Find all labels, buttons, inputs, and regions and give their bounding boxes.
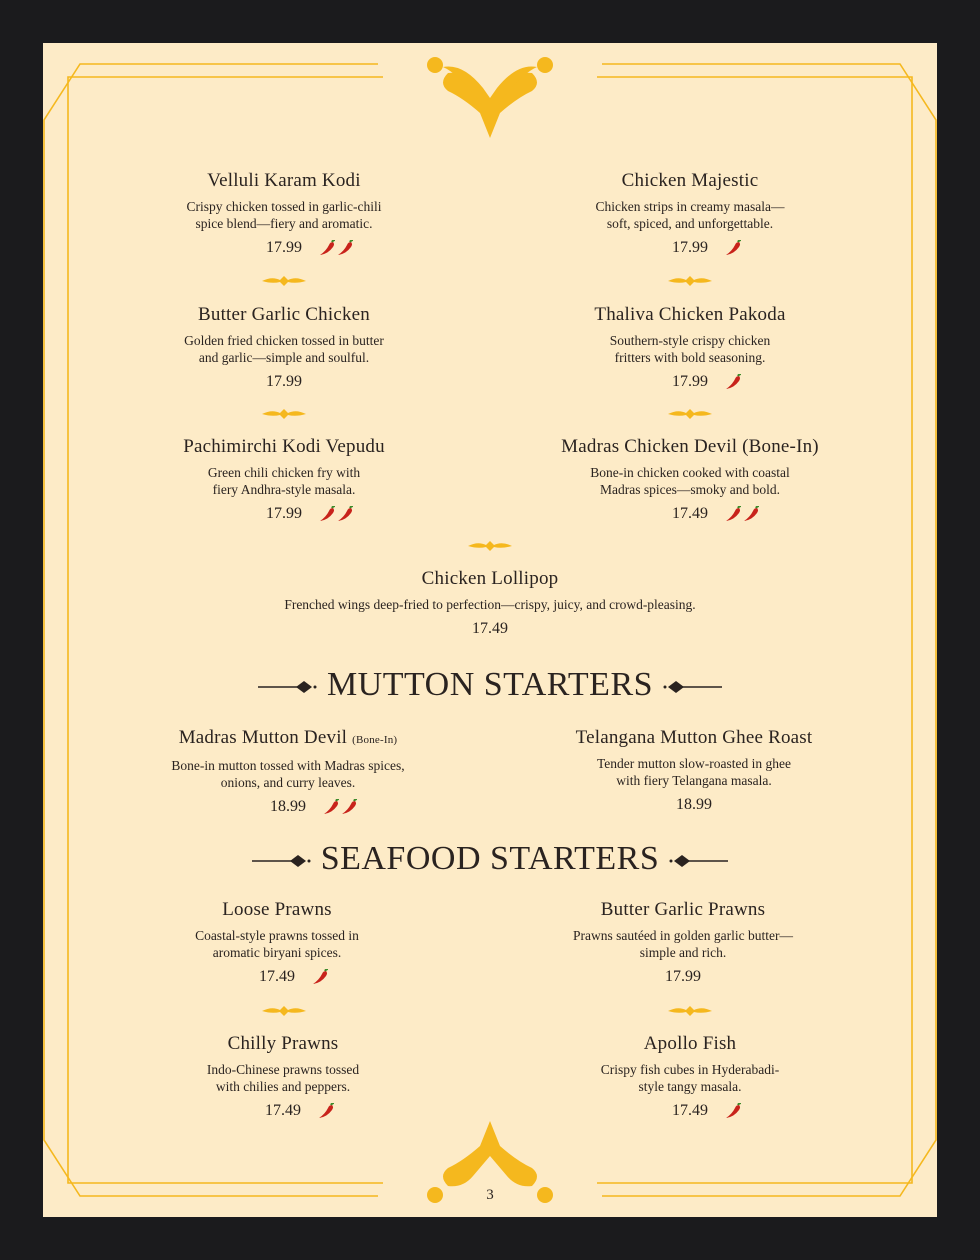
- description-line: style tangy masala.: [638, 1079, 742, 1094]
- item-price: 17.49: [472, 620, 508, 637]
- description-line: Bone-in mutton tossed with Madras spices,: [171, 758, 405, 773]
- item-description: [500, 198, 880, 232]
- description-line: Prawns sautéed in golden garlic butter—: [572, 928, 794, 943]
- item-price: 17.49: [259, 968, 295, 986]
- chili-icon: [336, 506, 354, 527]
- item-price: 17.99: [672, 373, 708, 391]
- seafood-starters-heading: [43, 838, 937, 878]
- item-description: [493, 927, 873, 961]
- item-name: Telangana Mutton Ghee Roast: [575, 727, 813, 748]
- chili-icon: [724, 374, 742, 395]
- item-name: Madras Chicken Devil (Bone-In): [561, 436, 819, 457]
- spice-level: [317, 1103, 335, 1124]
- chili-icon: [724, 240, 742, 261]
- item-name: Madras Mutton Devil (Bone-In): [178, 727, 398, 748]
- menu-item: [190, 568, 790, 638]
- item-price: 17.99: [672, 239, 708, 257]
- item-description: [500, 464, 880, 498]
- item-description: [94, 464, 474, 498]
- description-line: Crispy fish cubes in Hyderabadi-: [600, 1062, 780, 1077]
- divider-flourish-icon: [668, 408, 712, 420]
- chili-icon: [317, 1103, 335, 1124]
- item-name: Butter Garlic Chicken: [198, 304, 370, 325]
- menu-item: [93, 1033, 473, 1120]
- description-line: with chilies and peppers.: [215, 1079, 351, 1094]
- item-description: [93, 1061, 473, 1095]
- spice-level: [322, 799, 358, 820]
- item-description: [94, 198, 474, 232]
- description-line: Crispy chicken tossed in garlic-chili: [186, 199, 382, 214]
- description-line: Chicken strips in creamy masala—: [595, 199, 785, 214]
- divider-flourish-icon: [668, 1005, 712, 1017]
- item-price: 17.99: [665, 968, 701, 985]
- spice-level: [318, 506, 354, 527]
- divider-flourish-icon: [262, 408, 306, 420]
- chili-icon: [340, 799, 358, 820]
- description-line: fritters with bold seasoning.: [614, 350, 766, 365]
- description-line: Madras spices—smoky and bold.: [600, 482, 780, 497]
- item-name: Loose Prawns: [222, 899, 332, 920]
- chili-icon: [336, 240, 354, 261]
- ornament-left-icon: [252, 840, 312, 878]
- ornament-left-icon: [258, 666, 318, 704]
- chili-icon: [318, 240, 336, 261]
- section-title: SEAFOOD STARTERS: [320, 840, 660, 878]
- item-name: Chicken Majestic: [621, 170, 759, 191]
- description-line: Frenched wings deep-fried to perfection—crispy, juicy, and crowd-pleasing.: [284, 597, 696, 612]
- menu-item: [500, 1033, 880, 1120]
- item-name: Thaliva Chicken Pakoda: [594, 304, 786, 325]
- item-description: [190, 596, 790, 613]
- item-name: Chilly Prawns: [227, 1033, 339, 1054]
- divider-flourish-icon: [262, 1005, 306, 1017]
- menu-item: [500, 304, 880, 391]
- spice-level: [318, 240, 354, 261]
- item-name: Pachimirchi Kodi Vepudu: [183, 436, 385, 457]
- item-price: 17.49: [672, 505, 708, 523]
- chili-icon: [724, 1103, 742, 1124]
- section-title: MUTTON STARTERS: [326, 666, 654, 704]
- description-line: soft, spiced, and unforgettable.: [606, 216, 774, 231]
- chili-icon: [311, 969, 329, 990]
- item-price: 18.99: [270, 798, 306, 816]
- item-name: Velluli Karam Kodi: [207, 170, 361, 191]
- chili-icon: [322, 799, 340, 820]
- divider-flourish-icon: [468, 540, 512, 552]
- description-line: aromatic biryani spices.: [212, 945, 342, 960]
- page-number: 3: [486, 1187, 494, 1203]
- divider-flourish-icon: [262, 275, 306, 287]
- chili-icon: [742, 506, 760, 527]
- item-description: [504, 755, 884, 789]
- menu-item: [500, 170, 880, 257]
- item-name: Butter Garlic Prawns: [600, 899, 766, 920]
- top-flourish-icon: [427, 57, 553, 138]
- description-line: spice blend—fiery and aromatic.: [195, 216, 373, 231]
- description-line: Golden fried chicken tossed in butter: [184, 333, 384, 348]
- item-price: 17.49: [265, 1102, 301, 1120]
- spice-level: [311, 969, 329, 990]
- ornament-right-icon: [662, 666, 722, 704]
- description-line: with fiery Telangana masala.: [616, 773, 772, 788]
- spice-level: [724, 240, 742, 261]
- item-note: (Bone-In): [352, 734, 398, 746]
- item-description: [94, 332, 474, 366]
- description-line: Green chili chicken fry with: [207, 465, 361, 480]
- mutton-starters-heading: [43, 664, 937, 704]
- menu-item: [98, 727, 478, 816]
- item-price: 17.49: [672, 1102, 708, 1120]
- menu-item: [500, 436, 880, 523]
- spice-level: [724, 1103, 742, 1124]
- menu-item: [94, 170, 474, 257]
- item-price: 17.99: [266, 505, 302, 523]
- description-line: Coastal-style prawns tossed in: [195, 928, 359, 943]
- item-description: [500, 332, 880, 366]
- item-price: 17.99: [266, 373, 302, 390]
- menu-item: [94, 436, 474, 523]
- menu-item: [94, 304, 474, 391]
- description-line: simple and rich.: [639, 945, 727, 960]
- description-line: onions, and curry leaves.: [220, 775, 356, 790]
- description-line: Tender mutton slow-roasted in ghee: [596, 756, 791, 771]
- description-line: and garlic—simple and soulful.: [198, 350, 370, 365]
- item-name: Chicken Lollipop: [421, 568, 559, 589]
- item-description: [98, 757, 478, 791]
- item-description: [500, 1061, 880, 1095]
- description-line: Indo-Chinese prawns tossed: [206, 1062, 360, 1077]
- chili-icon: [724, 506, 742, 527]
- menu-item: [493, 899, 873, 986]
- chili-icon: [318, 506, 336, 527]
- item-price: 17.99: [266, 239, 302, 257]
- divider-flourish-icon: [668, 275, 712, 287]
- item-price: 18.99: [676, 796, 712, 813]
- menu-item: [504, 727, 884, 814]
- item-name: Apollo Fish: [643, 1033, 737, 1054]
- item-description: [87, 927, 467, 961]
- spice-level: [724, 374, 742, 395]
- spice-level: [724, 506, 760, 527]
- description-line: fiery Andhra-style masala.: [212, 482, 356, 497]
- description-line: Bone-in chicken cooked with coastal: [590, 465, 790, 480]
- description-line: Southern-style crispy chicken: [609, 333, 771, 348]
- menu-page: [43, 43, 937, 1217]
- ornament-right-icon: [668, 840, 728, 878]
- menu-item: [87, 899, 467, 986]
